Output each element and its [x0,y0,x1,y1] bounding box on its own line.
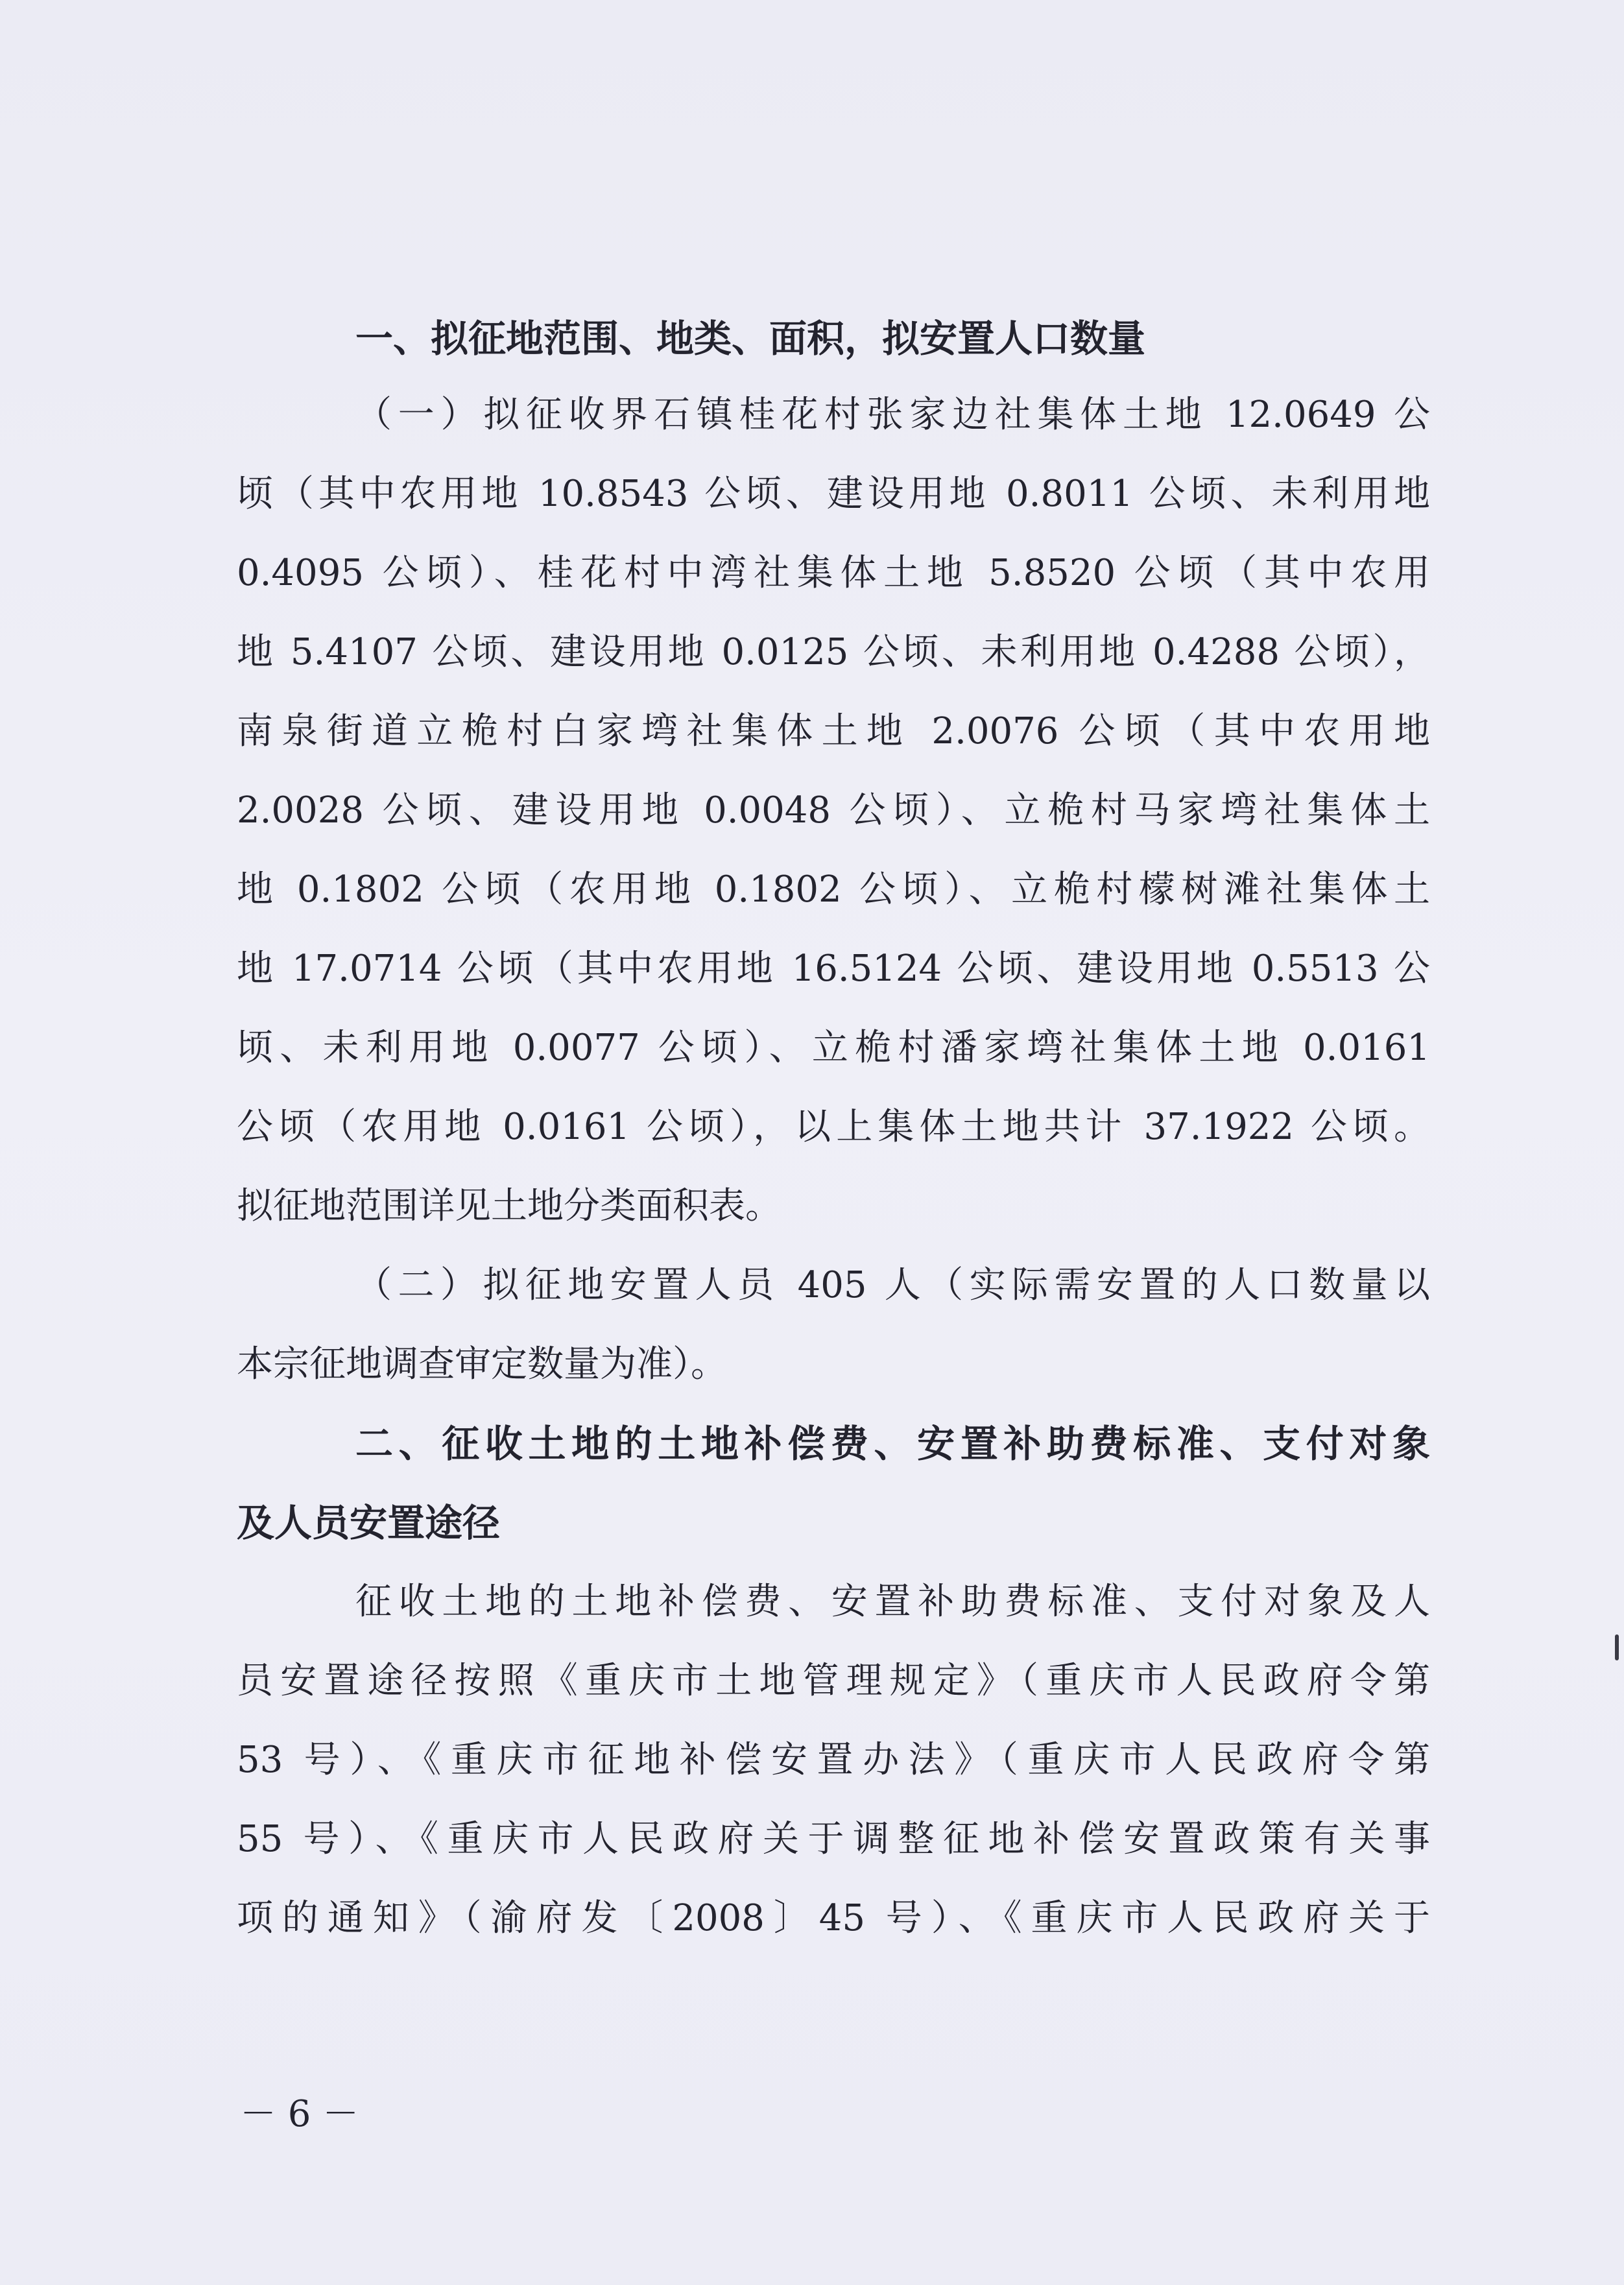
paragraph-1-line-3: 0.4095 公顷）、桂花村中湾社集体土地 5.8520 公顷（其中农用 [237,552,1430,594]
paragraph-1-line-7: 地 0.1802 公顷（农用地 0.1802 公顷）、立桅村檬树滩社集体土 [237,868,1430,911]
paragraph-1-line-1: （一）拟征收界石镇桂花村张家边社集体土地 12.0649 公 [355,394,1430,436]
paragraph-1-line-5: 南泉街道立桅村白家塆社集体土地 2.0076 公顷（其中农用地 [237,710,1430,752]
paragraph-1-line-9: 顷、未利用地 0.0077 公顷）、立桅村潘家塆社集体土地 0.0161 [237,1027,1430,1069]
paragraph-3-line-1: 征收土地的土地补偿费、安置补助费标准、支付对象及人 [355,1581,1430,1623]
paragraph-1-line-11: 拟征地范围详见土地分类面积表。 [237,1185,782,1227]
page-number: － 6 － [240,2093,359,2135]
paragraph-2-line-1: （二）拟征地安置人员 405 人（实际需安置的人口数量以 [355,1264,1430,1306]
paragraph-2-line-2: 本宗征地调查审定数量为准）。 [237,1343,727,1385]
scan-edge-mark [1615,1634,1619,1660]
paragraph-1-line-4: 地 5.4107 公顷、建设用地 0.0125 公顷、未利用地 0.4288 公顷）， [237,631,1430,673]
section-heading-2-line-1: 二、征收土地的土地补偿费、安置补助费标准、支付对象 [355,1422,1430,1466]
paragraph-3-line-3: 53 号）、《重庆市征地补偿安置办法》（重庆市人民政府令第 [237,1739,1430,1781]
section-heading-2-line-2: 及人员安置途径 [237,1501,501,1545]
paragraph-1-line-8: 地 17.0714 公顷（其中农用地 16.5124 公顷、建设用地 0.5513 公 [237,948,1430,990]
paragraph-3-line-4: 55 号）、《重庆市人民政府关于调整征地补偿安置政策有关事 [237,1818,1430,1860]
paragraph-3-line-2: 员安置途径按照《重庆市土地管理规定》（重庆市人民政府令第 [237,1660,1430,1702]
section-heading-1: 一、拟征地范围、地类、面积，拟安置人口数量 [355,317,1146,361]
paragraph-3-line-5: 项的通知》（渝府发〔2008〕45 号）、《重庆市人民政府关于 [237,1897,1430,1939]
paragraph-1-line-6: 2.0028 公顷、建设用地 0.0048 公顷）、立桅村马家塆社集体土 [237,789,1430,831]
paragraph-1-line-2: 顷（其中农用地 10.8543 公顷、建设用地 0.8011 公顷、未利用地 [237,473,1430,515]
paragraph-1-line-10: 公顷（农用地 0.0161 公顷），以上集体土地共计 37.1922 公顷。 [237,1106,1430,1148]
